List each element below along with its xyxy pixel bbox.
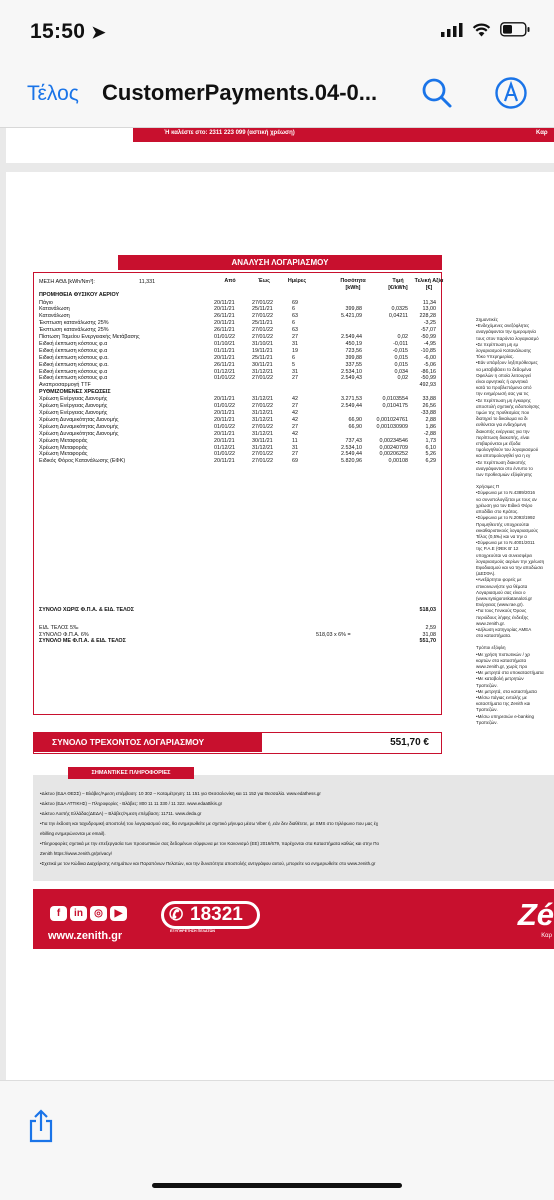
side-note-line: χρέωση για τον Ειδικό Φόρο <box>476 502 533 508</box>
side-note-line: •Για τους Γενικούς Όρους <box>476 608 527 614</box>
side-note-line: ευθύνεται για ενδεχόμενη <box>476 422 527 428</box>
row-date-to: 30/11/21 <box>252 437 273 444</box>
row-days: 27 <box>292 375 298 382</box>
side-note-line: (ΔΕΣΦΑ). <box>476 571 496 577</box>
call-line: Ή καλέστε στο: 2311 223 099 (αστική χρέωση) <box>164 130 295 136</box>
total-label: ΣΥΝΟΛΟ ΤΡΕΧΟΝΤΟΣ ΛΟΓΑΡΙΑΣΜΟΥ <box>34 733 262 752</box>
info-line: Zenith https://www.zenith.gr/privacy/ <box>40 851 113 856</box>
row-date-to: 27/01/22 <box>252 423 273 430</box>
row-final-value: -57,07 <box>420 327 436 334</box>
row-quantity: 3.271,53 <box>341 396 362 403</box>
row-days: 31 <box>292 340 298 347</box>
row-date-to: 31/12/21 <box>252 396 273 403</box>
row-unit-price: -0,015 <box>392 347 408 354</box>
row-final-value: 6,10 <box>425 444 436 451</box>
side-note-line: Τραπεζών. <box>476 707 498 713</box>
side-note-line: τους στον παρόντα λογαριασμό <box>476 335 539 341</box>
header-price-unit: [€/kWh] <box>388 285 408 291</box>
document-viewer[interactable] <box>0 128 554 1080</box>
row-final-value: 5,26 <box>425 451 436 458</box>
analysis-table <box>33 272 442 715</box>
row-quantity: 5.820,96 <box>341 458 362 465</box>
row-days: 27 <box>292 423 298 430</box>
bottom-toolbar <box>0 1080 554 1200</box>
row-date-from: 20/11/21 <box>214 396 235 403</box>
row-days: 6 <box>292 320 295 327</box>
row-description: Χρέωση Δυναμικότητας Διανομής <box>39 416 119 423</box>
header-eos: Έως <box>258 278 270 284</box>
side-note-line: εκκαθαριστικούς λογαριασμούς <box>476 527 539 533</box>
wifi-icon <box>472 23 491 37</box>
mesi-value: 11,331 <box>139 279 156 285</box>
header-apo: Από <box>224 278 236 284</box>
row-final-value: -5,06 <box>423 361 436 368</box>
row-quantity: 723,56 <box>345 347 362 354</box>
row-unit-price: 0,00234546 <box>379 437 408 444</box>
row-description: Χρέωση Ενέργειας Διανομής <box>39 410 108 416</box>
side-note-line: Ενέργειας (www.rae.gr). <box>476 602 524 608</box>
row-days: 6 <box>292 354 295 361</box>
row-quantity: 66,90 <box>348 416 362 423</box>
side-note-line: αποδίδει στο Κράτος. <box>476 509 519 515</box>
row-description: Χρέωση Δυναμικότητας Διανομής <box>39 430 119 437</box>
row-unit-price: 0,001024761 <box>376 416 408 423</box>
group-title-regulated: ΡΥΘΜΙΖΟΜΕΝΕΣ ΧΡΕΩΣΕΙΣ <box>39 389 111 396</box>
side-note-line: καταστήματα της Zenith και <box>476 701 531 707</box>
row-description: Έκπτωση κατανάλωσης 25% <box>39 327 109 334</box>
footer-band <box>33 889 554 949</box>
row-date-from: 20/11/21 <box>214 458 235 465</box>
row-unit-price: 0,001030909 <box>376 423 408 430</box>
row-unit-price: 0,00240709 <box>379 444 408 451</box>
row-days: 42 <box>292 416 298 423</box>
row-date-to: 31/10/21 <box>252 340 273 347</box>
row-days: 63 <box>292 313 298 320</box>
side-note-line: www.zenith.gr, χωρίς προ <box>476 663 528 669</box>
side-note-line: •Σε περίπτωση διακοπής <box>476 459 526 465</box>
side-note-line: •Ενδεχόμενες ανεξόφλητες <box>476 323 530 329</box>
row-date-to: 30/11/21 <box>252 361 273 368</box>
row-final-value: -4,95 <box>423 340 436 347</box>
side-notes <box>476 317 554 787</box>
info-line: •Δίκτυο (ΕΔΑ ΑΤΤΙΚΗΣ) – Πληροφορίες - Βλάβες: 800 11 11 330 / 11 322. www.edaattikis.gr <box>40 801 223 806</box>
row-final-value: 13,00 <box>422 306 436 313</box>
vat-label: ΣΥΝΟΛΟ Φ.Π.Α. 6% <box>39 631 89 638</box>
subtotal-label: ΣΥΝΟΛΟ ΧΩΡΙΣ Φ.Π.Α. & ΕΙΔ. ΤΕΛΟΣ <box>39 607 134 613</box>
row-description: Χρέωση Δυναμικότητας Διανομής <box>39 423 119 430</box>
row-days: 69 <box>292 458 298 465</box>
markup-pen-icon[interactable] <box>494 76 528 110</box>
row-date-to: 25/11/21 <box>252 354 273 361</box>
info-title: ΣΗΜΑΝΤΙΚΕΣ ΠΛΗΡΟΦΟΡΙΕΣ <box>68 767 194 779</box>
side-note-line: •Σύμφωνα με το Ν.4389/2016 <box>476 490 536 496</box>
row-description: Χρέωση Μεταφοράς <box>39 437 88 444</box>
row-date-to: 25/11/21 <box>252 320 273 327</box>
row-date-from: 20/11/21 <box>214 299 235 306</box>
row-description: Ειδική έκπτωση κόστους φ.α <box>39 340 108 347</box>
youtube-icon: ▶ <box>110 906 127 921</box>
side-note-line <box>476 639 554 644</box>
brand-sub: Καρ <box>541 933 552 939</box>
side-note-line: και αποτιμολογηθεί για η εγ <box>476 453 531 459</box>
row-date-to: 27/01/22 <box>252 451 273 458</box>
info-line: •Δίκτυο Λοιπής Ελλάδας(ΔΕΔΑ) – Βλάβες/Άμεση επέμβαση: 11711. www.deda.gr <box>40 811 202 816</box>
row-date-to: 31/12/21 <box>252 430 273 437</box>
row-description: Ειδική έκπτωση κόστους φ.α. <box>39 354 109 361</box>
info-line: •Δίκτυο (ΕΔΑ ΘΕΣΣ) – Βλάβες/Άμεση επέμβαση: 10 302 – Καταμέτρηση: 11 151 για Θεσσαλονίκη και 11 152 για Θεσσαλία. www.edathess.gr <box>40 791 321 796</box>
row-days: 6 <box>292 306 295 313</box>
document-title: CustomerPayments.04-0... <box>102 80 378 105</box>
row-unit-price: -0,011 <box>393 340 408 347</box>
search-icon[interactable] <box>420 76 454 110</box>
row-days: 63 <box>292 327 298 334</box>
row-days: 27 <box>292 334 298 340</box>
header-value: Τελική Αξία <box>414 278 444 284</box>
side-note-line: •Με καταβολή μετρητών <box>476 676 524 682</box>
instagram-icon: ◎ <box>90 906 107 921</box>
row-date-to: 27/01/22 <box>252 403 273 410</box>
row-final-value: 492,93 <box>419 382 436 389</box>
side-note-line: επικοινωνήστε για θέματα <box>476 583 528 589</box>
row-final-value: 26,56 <box>422 403 436 410</box>
home-indicator <box>152 1183 402 1188</box>
row-days: 27 <box>292 403 298 410</box>
row-date-from: 01/01/22 <box>214 451 235 458</box>
side-note-line: Τρόποι εξόφλη <box>476 645 506 651</box>
side-note-line: να συνυπολογίζεται με τους αν <box>476 496 537 502</box>
row-date-from: 01/01/22 <box>214 423 235 430</box>
row-days: 31 <box>292 444 298 451</box>
row-final-value: -50,99 <box>420 334 436 340</box>
row-date-from: 20/11/21 <box>214 306 235 313</box>
row-quantity: 337,55 <box>345 361 362 368</box>
row-date-from: 01/01/22 <box>214 375 235 382</box>
row-description: Χρέωση Μεταφοράς <box>39 444 88 451</box>
info-line: •Πληροφορίες σχετικά με την επεξεργασία των προσωπικών σας δεδομένων σύμφωνα με τον Κανονισμό (ΕΕ) 2016/679, παρέχονται στα Καταστήματα καθώς και στην Πο <box>40 841 379 846</box>
row-date-to: 27/01/22 <box>252 299 273 306</box>
side-note-line: •Σε περίπτωση μη εμ <box>476 341 519 347</box>
row-final-value: 1,73 <box>425 437 436 444</box>
group-title-supply: ΠΡΟΜΗΘΕΙΑ ΦΥΣΙΚΟΥ ΑΕΡΙΟΥ <box>39 292 120 298</box>
row-description: Χρέωση Ενέργειας Διανομής <box>39 403 108 410</box>
row-days: 11 <box>292 437 298 444</box>
row-unit-price: 0,015 <box>394 354 408 361</box>
row-description: Αναπροσαρμογή TTF <box>39 382 91 389</box>
row-date-to: 19/11/21 <box>252 347 273 354</box>
row-final-value: -2,88 <box>423 430 436 437</box>
row-final-value: 11,34 <box>422 299 436 306</box>
side-note-line: κατά τα προβλεπόμενα από <box>476 385 532 391</box>
customer-service-label: ΕΞΥΠΗΡΕΤΗΣΗ ΠΕΛΑΤΩΝ <box>170 929 215 933</box>
header-quantity: Ποσότητα <box>340 278 366 284</box>
side-note-line: (www.synigoroskatanaloti.gr <box>476 595 533 601</box>
row-description: Πάγιο <box>39 299 53 306</box>
row-date-from: 20/11/21 <box>214 320 235 327</box>
row-date-from: 01/10/21 <box>214 340 235 347</box>
row-unit-price: 0,034 <box>394 368 408 375</box>
side-note-line: αποστολή σχετικής ειδοποίησης <box>476 403 540 409</box>
status-time: 15:50 ➤ <box>30 20 106 43</box>
row-final-value: -50,99 <box>420 375 436 382</box>
row-days: 69 <box>292 299 298 306</box>
side-note-line: των προθεσμιών εξόφλησης <box>476 472 533 478</box>
side-note-line: •Μέσω πάγιας εντολής με <box>476 694 527 700</box>
row-final-value: -10,85 <box>420 347 436 354</box>
row-date-from: 01/12/21 <box>214 444 235 451</box>
row-days: 42 <box>292 430 298 437</box>
analysis-section-title: ΑΝΑΛΥΣΗ ΛΟΓΑΡΙΑΣΜΟΥ <box>118 255 442 270</box>
row-unit-price: 0,00206252 <box>379 451 408 458</box>
facebook-icon: f <box>50 906 67 921</box>
side-note-line: Χρήσιμες Π <box>476 484 500 490</box>
row-date-from: 20/11/21 <box>214 437 235 444</box>
row-date-to: 31/12/21 <box>252 368 273 375</box>
side-note-line: καρτών στα καταστήματα <box>476 657 527 663</box>
header-quantity-unit: [kWh] <box>345 285 361 291</box>
side-note-line: να μεταβιβάσει το δεδομένα <box>476 366 532 372</box>
row-date-to: 31/12/21 <box>252 410 273 416</box>
row-description: Πίστωση Ταμείου Ενεργειακής Μετάβασης <box>39 334 140 340</box>
row-unit-price: 0,0325 <box>391 306 408 313</box>
side-note-line: •Σύμφωνα με το Ν.4001/2011 <box>476 540 535 546</box>
grand-total-value: 551,70 <box>419 638 436 644</box>
row-description: Χρέωση Μεταφοράς <box>39 451 88 458</box>
side-note-line <box>476 478 554 483</box>
side-note-line: •Μέσω υπηρεσιών e-banking <box>476 713 535 719</box>
header-imeres: Ημέρες <box>287 278 307 284</box>
row-date-to: 31/12/21 <box>252 444 273 451</box>
row-date-to: 27/01/22 <box>252 327 273 334</box>
important-info-box <box>33 770 554 881</box>
info-line: •Σχετικά με τον Κώδικα Διαχείρισης Αιτημάτων και Παραπόνων Πελατών, και την δυνατότητα αποστολής αντιγράφου αυτού, μπορείτε να ενημερωθείτε στο www.zenith.gr <box>40 861 376 866</box>
row-final-value: -6,00 <box>423 354 436 361</box>
row-quantity: 399,88 <box>345 354 362 361</box>
row-description: Ειδικός Φόρος Κατανάλωσης (ΕΦΚ) <box>39 458 126 465</box>
mesi-label: ΜΕΣΗ ΑΘΔ [kWh/Nm³]: <box>39 279 95 285</box>
special-fee-label: ΕΙΔ. ΤΕΛΟΣ 5‰ <box>39 625 79 631</box>
side-note-line: υποχρεούται να συνεισφέρει <box>476 552 533 558</box>
header-right-text: Καρ <box>536 130 548 136</box>
row-quantity: 399,88 <box>345 306 362 313</box>
row-final-value: 6,29 <box>425 458 436 465</box>
row-quantity: 2.549,44 <box>341 334 362 340</box>
side-note-line: λογαριασμού Κατανάλωσης <box>476 348 532 354</box>
navigation-bar <box>0 62 554 128</box>
side-note-line: διακοπής ενέργειας για την <box>476 428 530 434</box>
info-line: ebilling ενημερώνονται με email). <box>40 831 106 836</box>
side-note-line: την ενημέρωσή σας για τις <box>476 391 529 397</box>
info-line: •Για την έκδοση και ταχυδρομική αποστολή του λογαριασμού σας, θα ενημερωθείτε με σχετικό μήνυμα μέσω Viber ή ,εάν δεν διαθέτετε, με SMS στο τηλέφωνο που μας έχ <box>40 821 379 826</box>
side-note-line: Τόκο Υπερημερίας. <box>476 354 514 360</box>
side-note-line: λογαριασμούς αερίων την χρέωση <box>476 558 545 564</box>
row-final-value: -3,25 <box>423 320 436 327</box>
row-quantity: 450,19 <box>345 340 362 347</box>
row-quantity: 2.534,10 <box>341 368 362 375</box>
side-note-line: •Εάν υπάρξουν ληξιπρόθεσμες <box>476 360 538 366</box>
subtotal-value: 518,03 <box>419 607 436 613</box>
side-note-line: Εφοδιασμού και να την αποδώσει <box>476 564 543 570</box>
row-unit-price: 0,0104175 <box>382 403 408 410</box>
side-note-line: επιβαρύνεται με έξοδα <box>476 441 521 447</box>
row-final-value: 2,88 <box>425 416 436 423</box>
row-date-from: 20/11/21 <box>214 410 235 416</box>
row-date-to: 27/01/22 <box>252 458 273 465</box>
side-note-line: •Σύμφωνα με το Ν.2093/1992 <box>476 515 536 521</box>
side-note-line: αναγράφονται στο έντυπο το <box>476 465 533 471</box>
row-description: Ειδική έκπτωση κόστους φ.α <box>39 375 108 382</box>
special-fee-value: 2,59 <box>425 625 436 631</box>
side-note-line: www.zenith.gr. <box>476 620 506 626</box>
side-note-line: τιμών της προθεσμίας που <box>476 410 530 416</box>
row-days: 27 <box>292 451 298 458</box>
side-note-line: διατηρεί το δικαίωμα να δι <box>476 416 528 422</box>
row-final-value: 33,88 <box>422 396 436 403</box>
side-note-line: αναγράφονται την ημερομηνία <box>476 329 536 335</box>
row-unit-price: 0,00108 <box>388 458 408 465</box>
row-date-to: 27/01/22 <box>252 313 273 320</box>
total-bar <box>33 732 442 754</box>
done-button[interactable]: Τέλος <box>27 82 79 105</box>
side-note-line: περίπτωση διακοπής, είναι <box>476 434 530 440</box>
row-date-from: 01/12/21 <box>214 368 235 375</box>
side-note-line: Προμηθευτής υποχρεούται <box>476 521 530 527</box>
previous-page <box>6 128 554 163</box>
side-note-line: είναι αρνητικές ή αρνητικά <box>476 379 528 385</box>
grand-total-label: ΣΥΝΟΛΟ ΜΕ Φ.Π.Α. & ΕΙΔ. ΤΕΛΟΣ <box>39 638 126 644</box>
row-description: Έκπτωση κατανάλωσης 25% <box>39 320 109 327</box>
phone-icon: ✆ <box>169 905 184 924</box>
row-unit-price: 0,04211 <box>388 313 408 320</box>
side-note-line: περιόδους λήψης ένδειξης <box>476 614 529 620</box>
location-arrow-icon: ➤ <box>91 23 106 42</box>
side-note-line: Τέλος (0,5‰) και να την α <box>476 533 527 539</box>
side-note-line: •Σε περίπτωση μη έγκαιρης <box>476 397 531 403</box>
header-price: Τιμή <box>392 278 404 284</box>
row-date-from: 01/01/22 <box>214 334 235 340</box>
row-date-from: 26/11/21 <box>214 327 235 334</box>
row-date-to: 27/01/22 <box>252 334 273 340</box>
side-note-line: •Δήλωση κατηγορίας ΑΜΕΑ <box>476 626 532 632</box>
row-date-from: 26/11/21 <box>214 313 235 320</box>
row-description: Κατανάλωση <box>39 306 70 313</box>
side-note-line: Σημαντικές <box>476 317 498 322</box>
header-value-unit: [€] <box>425 285 433 291</box>
side-note-line: Οφειλών η οποία λειτουργεί <box>476 372 531 378</box>
row-date-from: 20/11/21 <box>214 354 235 361</box>
website-url: www.zenith.gr <box>48 930 123 942</box>
row-date-from: 01/11/21 <box>214 347 235 354</box>
row-date-from: 26/11/21 <box>214 361 235 368</box>
status-icons <box>441 22 530 37</box>
row-description: Ειδική έκπτωση κόστους φ.α <box>39 347 108 354</box>
side-note-line: •Ανεξάρτητοι φορείς με <box>476 577 522 583</box>
row-quantity: 2.549,44 <box>341 451 362 458</box>
side-note-line: Τραπεζών. <box>476 719 498 725</box>
brand-logo: Zé <box>517 897 554 932</box>
total-value: 551,70 € <box>390 737 429 748</box>
row-unit-price: 0,02 <box>397 375 408 382</box>
row-final-value: -86,16 <box>420 368 436 375</box>
row-unit-price: 0,0103554 <box>382 396 408 403</box>
linkedin-icon: in <box>70 906 87 921</box>
row-days: 5 <box>292 361 295 368</box>
bill-page <box>6 172 554 1080</box>
row-date-to: 27/01/22 <box>252 375 273 382</box>
row-date-from: 20/11/21 <box>214 416 235 423</box>
share-icon[interactable] <box>28 1109 54 1143</box>
battery-icon <box>500 22 530 37</box>
row-description: Ειδική έκπτωση κόστους φ.α. <box>39 361 109 368</box>
row-date-from: 01/01/22 <box>214 403 235 410</box>
row-quantity: 66,90 <box>348 423 362 430</box>
side-note-line: τιμολογηθούν του λογαριασμού <box>476 447 539 453</box>
row-days: 42 <box>292 396 298 403</box>
vat-value: 31,08 <box>422 631 436 638</box>
side-note-line: •Με χρήση πιστωτικών / χρ <box>476 651 530 657</box>
row-final-value: 228,28 <box>419 313 436 320</box>
row-quantity: 2.549,44 <box>341 403 362 410</box>
row-days: 19 <box>292 347 298 354</box>
customer-service-number <box>161 901 260 929</box>
cellular-signal-icon <box>441 23 463 37</box>
row-unit-price: 0,02 <box>397 334 408 340</box>
phone-number: 18321 <box>190 904 243 925</box>
row-date-to: 31/12/21 <box>252 416 273 423</box>
row-description: Κατανάλωση <box>39 313 70 320</box>
row-days: 42 <box>292 410 298 416</box>
info-lines <box>40 789 379 869</box>
status-bar <box>0 0 554 62</box>
row-unit-price: 0,015 <box>394 361 408 368</box>
row-final-value: 1,86 <box>425 423 436 430</box>
row-description: Χρέωση Ενέργειας Διανομής <box>39 396 108 403</box>
row-quantity: 737,43 <box>345 437 362 444</box>
row-date-from: 20/11/21 <box>214 430 235 437</box>
vat-calculation: 518,03 x 6% = <box>316 631 351 638</box>
side-note-line: Τραπεζών. <box>476 682 498 688</box>
row-description: Ειδική έκπτωση κόστους φ.α <box>39 368 108 375</box>
row-quantity: 5.421,09 <box>341 313 362 320</box>
row-final-value: -33,88 <box>420 410 436 416</box>
side-note-line: της Ρ.Α.Ε (ΦΕΚ Β' 12 <box>476 546 519 552</box>
side-note-line: στα καταστήματα. <box>476 633 512 639</box>
row-quantity: 2.534,10 <box>341 444 362 451</box>
row-days: 31 <box>292 368 298 375</box>
side-note-line: •Με μετρητά, στα καταστήματα <box>476 688 537 694</box>
row-date-to: 25/11/21 <box>252 306 273 313</box>
side-note-line: Λογαριασμού σας είναι ο <box>476 589 526 595</box>
side-note-line: •Με μετρητά στα υποκαταστήματα <box>476 670 544 676</box>
row-quantity: 2.549,43 <box>341 375 362 382</box>
